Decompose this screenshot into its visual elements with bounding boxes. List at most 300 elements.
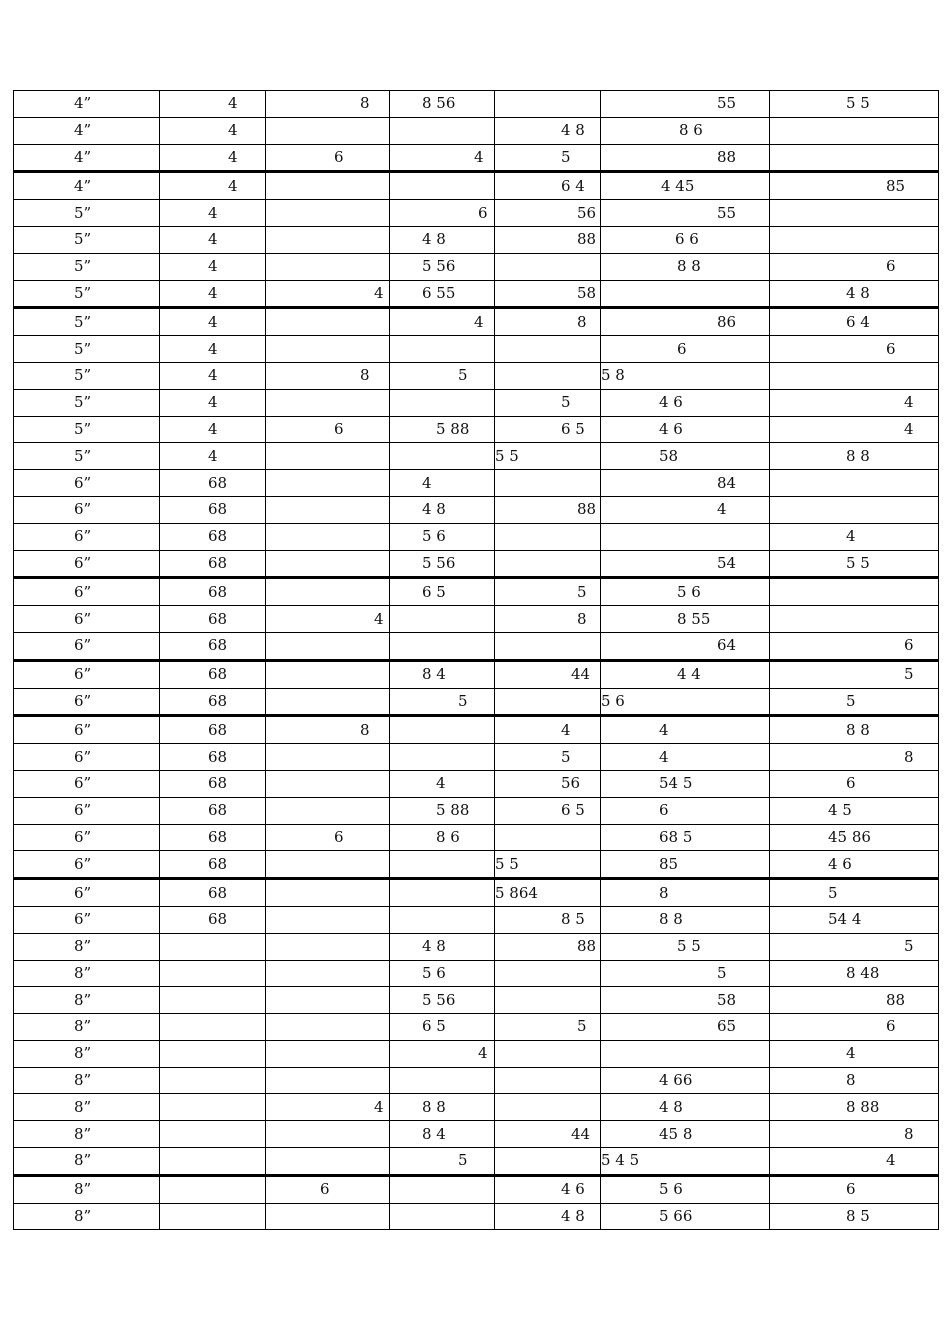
table-cell	[495, 389, 601, 416]
cell-text: 8 4	[422, 665, 446, 684]
cell-text: 5 88	[436, 801, 470, 820]
table-cell	[160, 1203, 266, 1230]
table-cell	[390, 960, 495, 987]
cell-text: 8”	[74, 1124, 92, 1143]
cell-text: 5”	[74, 257, 92, 276]
table-cell	[770, 200, 939, 227]
table-cell	[390, 1094, 495, 1121]
table-cell	[770, 362, 939, 389]
cell-text: 5”	[74, 203, 92, 222]
table-cell	[770, 960, 939, 987]
table-cell	[160, 770, 266, 797]
table-cell	[14, 1040, 160, 1067]
cell-text: 6”	[74, 609, 92, 628]
table-cell	[770, 91, 939, 118]
cell-text: 54 4	[828, 910, 862, 929]
table-cell	[390, 1175, 495, 1203]
table-cell	[390, 1203, 495, 1230]
cell-text: 58	[659, 446, 679, 465]
cell-text: 44	[571, 1124, 591, 1143]
table-cell	[266, 1148, 390, 1176]
table-cell	[601, 716, 770, 744]
table-row	[14, 606, 939, 633]
table-cell	[770, 117, 939, 144]
table-cell	[495, 253, 601, 280]
table-row	[14, 443, 939, 470]
table-cell	[770, 443, 939, 470]
table-cell	[390, 851, 495, 879]
table-cell	[601, 308, 770, 336]
table-cell	[160, 716, 266, 744]
table-cell	[495, 578, 601, 606]
cell-text: 6	[846, 774, 856, 793]
cell-text: 8”	[74, 1044, 92, 1063]
table-cell	[160, 797, 266, 824]
table-cell	[390, 226, 495, 253]
cell-text: 5”	[74, 312, 92, 331]
table-cell	[14, 906, 160, 933]
cell-text: 4”	[74, 94, 92, 113]
table-cell	[495, 824, 601, 851]
cell-text: 68	[208, 827, 228, 846]
cell-text: 5”	[74, 283, 92, 302]
table-cell	[495, 91, 601, 118]
table-cell	[770, 470, 939, 497]
cell-text: 8	[659, 883, 669, 902]
cell-text: 5 5	[495, 854, 519, 873]
cell-text: 58	[577, 283, 597, 302]
table-cell	[770, 523, 939, 550]
table-cell	[390, 443, 495, 470]
cell-text: 55	[717, 94, 737, 113]
cell-text: 6	[334, 827, 344, 846]
cell-text: 4”	[74, 121, 92, 140]
table-cell	[495, 443, 601, 470]
table-cell	[601, 1040, 770, 1067]
table-cell	[390, 797, 495, 824]
cell-text: 85	[659, 854, 679, 873]
cell-text: 4 8	[422, 937, 446, 956]
table-row	[14, 987, 939, 1014]
cell-text: 6	[846, 1180, 856, 1199]
table-cell	[160, 688, 266, 716]
table-cell	[601, 906, 770, 933]
cell-text: 4	[228, 176, 238, 195]
table-cell	[14, 1067, 160, 1094]
table-cell	[495, 1040, 601, 1067]
cell-text: 6”	[74, 720, 92, 739]
table-cell	[160, 824, 266, 851]
table-cell	[390, 660, 495, 688]
table-cell	[14, 91, 160, 118]
table-cell	[266, 226, 390, 253]
cell-text: 8 8	[846, 720, 870, 739]
table-cell	[160, 470, 266, 497]
table-row	[14, 632, 939, 660]
table-cell	[390, 688, 495, 716]
table-row	[14, 716, 939, 744]
table-cell	[601, 416, 770, 443]
table-row	[14, 172, 939, 200]
table-cell	[14, 879, 160, 907]
cell-text: 8	[360, 720, 370, 739]
table-cell	[495, 226, 601, 253]
cell-text: 88	[577, 500, 597, 519]
table-row	[14, 960, 939, 987]
table-cell	[14, 280, 160, 308]
cell-text: 68	[208, 500, 228, 519]
table-cell	[770, 851, 939, 879]
data-table	[13, 90, 939, 1230]
table-row	[14, 496, 939, 523]
table-cell	[14, 1203, 160, 1230]
table-cell	[495, 797, 601, 824]
table-cell	[495, 1067, 601, 1094]
cell-text: 4	[474, 147, 484, 166]
table-cell	[770, 172, 939, 200]
cell-text: 68 5	[659, 827, 693, 846]
table-cell	[266, 496, 390, 523]
table-cell	[495, 770, 601, 797]
cell-text: 8 88	[846, 1097, 880, 1116]
table-cell	[390, 416, 495, 443]
cell-text: 5 6	[677, 582, 701, 601]
table-cell	[390, 906, 495, 933]
table-cell	[390, 987, 495, 1014]
cell-text: 68	[208, 665, 228, 684]
cell-text: 68	[208, 609, 228, 628]
table-cell	[14, 716, 160, 744]
table-cell	[160, 253, 266, 280]
table-row	[14, 1121, 939, 1148]
table-cell	[770, 1175, 939, 1203]
cell-text: 6	[886, 1017, 896, 1036]
table-cell	[14, 253, 160, 280]
table-cell	[495, 1014, 601, 1041]
table-row	[14, 226, 939, 253]
cell-text: 64	[717, 636, 737, 655]
table-cell	[601, 1148, 770, 1176]
table-row	[14, 1148, 939, 1176]
cell-text: 6”	[74, 636, 92, 655]
table-cell	[160, 389, 266, 416]
cell-text: 6”	[74, 883, 92, 902]
cell-text: 6”	[74, 801, 92, 820]
cell-text: 4	[208, 283, 218, 302]
cell-text: 5	[828, 883, 838, 902]
cell-text: 8 8	[846, 446, 870, 465]
cell-text: 6 5	[422, 582, 446, 601]
table-cell	[601, 606, 770, 633]
table-cell	[14, 362, 160, 389]
table-cell	[160, 550, 266, 578]
cell-text: 68	[208, 883, 228, 902]
table-cell	[770, 496, 939, 523]
table-cell	[770, 987, 939, 1014]
cell-text: 4	[208, 339, 218, 358]
cell-text: 5 88	[436, 419, 470, 438]
cell-text: 4	[208, 366, 218, 385]
cell-text: 84	[717, 473, 737, 492]
cell-text: 4 66	[659, 1071, 693, 1090]
cell-text: 6	[320, 1180, 330, 1199]
table-cell	[495, 416, 601, 443]
table-cell	[770, 550, 939, 578]
table-cell	[390, 308, 495, 336]
cell-text: 5	[577, 582, 587, 601]
table-cell	[14, 744, 160, 771]
table-cell	[601, 362, 770, 389]
table-cell	[601, 1203, 770, 1230]
table-cell	[390, 253, 495, 280]
table-cell	[770, 1094, 939, 1121]
table-cell	[601, 226, 770, 253]
table-cell	[160, 879, 266, 907]
cell-text: 4	[228, 121, 238, 140]
table-cell	[390, 362, 495, 389]
cell-text: 55	[717, 203, 737, 222]
cell-text: 6 5	[422, 1017, 446, 1036]
table-cell	[390, 523, 495, 550]
table-cell	[14, 523, 160, 550]
cell-text: 5 5	[495, 446, 519, 465]
table-row	[14, 470, 939, 497]
table-cell	[601, 1094, 770, 1121]
table-row	[14, 117, 939, 144]
cell-text: 45 8	[659, 1124, 693, 1143]
table-cell	[495, 117, 601, 144]
table-cell	[14, 688, 160, 716]
table-cell	[160, 744, 266, 771]
cell-text: 68	[208, 553, 228, 572]
cell-text: 6”	[74, 747, 92, 766]
cell-text: 5 56	[422, 553, 456, 572]
table-cell	[160, 117, 266, 144]
table-cell	[601, 496, 770, 523]
table-cell	[266, 660, 390, 688]
cell-text: 6”	[74, 553, 92, 572]
table-row	[14, 550, 939, 578]
table-cell	[495, 280, 601, 308]
cell-text: 5	[458, 1151, 468, 1170]
table-cell	[601, 744, 770, 771]
table-cell	[495, 851, 601, 879]
table-cell	[14, 1175, 160, 1203]
table-cell	[495, 688, 601, 716]
table-cell	[495, 660, 601, 688]
cell-text: 5”	[74, 230, 92, 249]
cell-text: 5 5	[846, 94, 870, 113]
table-cell	[14, 933, 160, 960]
table-cell	[14, 443, 160, 470]
cell-text: 4 6	[561, 1180, 585, 1199]
table-cell	[160, 960, 266, 987]
table-cell	[390, 770, 495, 797]
table-cell	[160, 1121, 266, 1148]
cell-text: 88	[577, 937, 597, 956]
table-cell	[390, 91, 495, 118]
cell-text: 6	[677, 339, 687, 358]
cell-text: 68	[208, 854, 228, 873]
cell-text: 65	[717, 1017, 737, 1036]
cell-text: 6 4	[846, 312, 870, 331]
table-cell	[601, 200, 770, 227]
table-cell	[14, 824, 160, 851]
table-cell	[266, 523, 390, 550]
table-cell	[601, 770, 770, 797]
table-cell	[266, 770, 390, 797]
table-cell	[14, 117, 160, 144]
table-cell	[266, 336, 390, 363]
cell-text: 4	[208, 393, 218, 412]
cell-text: 56	[577, 203, 597, 222]
cell-text: 5 6	[422, 963, 446, 982]
cell-text: 4	[374, 1097, 384, 1116]
table-cell	[266, 362, 390, 389]
cell-text: 4 5	[828, 801, 852, 820]
table-cell	[14, 336, 160, 363]
table-cell	[770, 280, 939, 308]
table-row	[14, 1040, 939, 1067]
table-cell	[266, 1175, 390, 1203]
cell-text: 6	[904, 636, 914, 655]
table-cell	[160, 1067, 266, 1094]
table-cell	[770, 1121, 939, 1148]
table-row	[14, 660, 939, 688]
table-cell	[14, 960, 160, 987]
cell-text: 88	[886, 990, 906, 1009]
cell-text: 4	[208, 257, 218, 276]
cell-text: 8 8	[659, 910, 683, 929]
table-cell	[495, 606, 601, 633]
cell-text: 6”	[74, 582, 92, 601]
table-cell	[266, 578, 390, 606]
cell-text: 8	[904, 1124, 914, 1143]
table-cell	[266, 144, 390, 172]
table-cell	[770, 1067, 939, 1094]
cell-text: 58	[717, 990, 737, 1009]
table-cell	[266, 1094, 390, 1121]
cell-text: 6	[886, 257, 896, 276]
table-cell	[266, 906, 390, 933]
table-cell	[390, 496, 495, 523]
table-row	[14, 523, 939, 550]
table-cell	[160, 336, 266, 363]
cell-text: 54 5	[659, 774, 693, 793]
cell-text: 5	[458, 366, 468, 385]
table-cell	[266, 117, 390, 144]
table-row	[14, 308, 939, 336]
table-cell	[266, 824, 390, 851]
table-row	[14, 770, 939, 797]
cell-text: 45 86	[828, 827, 871, 846]
table-cell	[160, 1040, 266, 1067]
table-cell	[601, 336, 770, 363]
table-cell	[160, 660, 266, 688]
cell-text: 4	[561, 720, 571, 739]
table-cell	[770, 1148, 939, 1176]
table-cell	[495, 1175, 601, 1203]
table-cell	[390, 550, 495, 578]
table-cell	[770, 144, 939, 172]
table-cell	[390, 879, 495, 907]
table-cell	[266, 632, 390, 660]
cell-text: 4 8	[422, 230, 446, 249]
table-cell	[266, 1203, 390, 1230]
cell-text: 4	[846, 527, 856, 546]
table-row	[14, 144, 939, 172]
table-cell	[160, 1094, 266, 1121]
cell-text: 6”	[74, 827, 92, 846]
table-cell	[770, 253, 939, 280]
cell-text: 5 8	[601, 366, 625, 385]
table-row	[14, 200, 939, 227]
table-cell	[770, 744, 939, 771]
table-cell	[390, 1121, 495, 1148]
cell-text: 44	[571, 665, 591, 684]
table-cell	[770, 606, 939, 633]
table-cell	[160, 200, 266, 227]
table-cell	[266, 1014, 390, 1041]
table-cell	[160, 496, 266, 523]
cell-text: 8	[577, 609, 587, 628]
table-cell	[601, 851, 770, 879]
table-cell	[14, 1121, 160, 1148]
table-cell	[14, 660, 160, 688]
table-cell	[601, 443, 770, 470]
table-cell	[160, 362, 266, 389]
table-cell	[495, 336, 601, 363]
cell-text: 6 55	[422, 283, 456, 302]
cell-text: 8 48	[846, 963, 880, 982]
table-cell	[160, 987, 266, 1014]
cell-text: 5 5	[677, 937, 701, 956]
table-cell	[160, 416, 266, 443]
table-cell	[160, 606, 266, 633]
table-cell	[390, 280, 495, 308]
table-cell	[770, 308, 939, 336]
cell-text: 4 45	[661, 176, 695, 195]
table-row	[14, 253, 939, 280]
table-cell	[770, 1203, 939, 1230]
cell-text: 88	[717, 147, 737, 166]
table-cell	[14, 1094, 160, 1121]
cell-text: 4 8	[561, 1207, 585, 1226]
table-row	[14, 1094, 939, 1121]
cell-text: 68	[208, 801, 228, 820]
table-cell	[14, 632, 160, 660]
table-cell	[770, 336, 939, 363]
cell-text: 4	[717, 500, 727, 519]
table-cell	[495, 1148, 601, 1176]
table-cell	[266, 606, 390, 633]
table-cell	[601, 987, 770, 1014]
cell-text: 4”	[74, 147, 92, 166]
table-cell	[770, 797, 939, 824]
table-cell	[770, 226, 939, 253]
cell-text: 8 6	[436, 827, 460, 846]
table-cell	[266, 851, 390, 879]
cell-text: 4”	[74, 176, 92, 195]
cell-text: 5	[561, 747, 571, 766]
table-cell	[14, 851, 160, 879]
table-cell	[601, 1067, 770, 1094]
table-cell	[160, 1148, 266, 1176]
cell-text: 4	[422, 473, 432, 492]
table-cell	[14, 770, 160, 797]
cell-text: 56	[561, 774, 581, 793]
table-cell	[160, 632, 266, 660]
